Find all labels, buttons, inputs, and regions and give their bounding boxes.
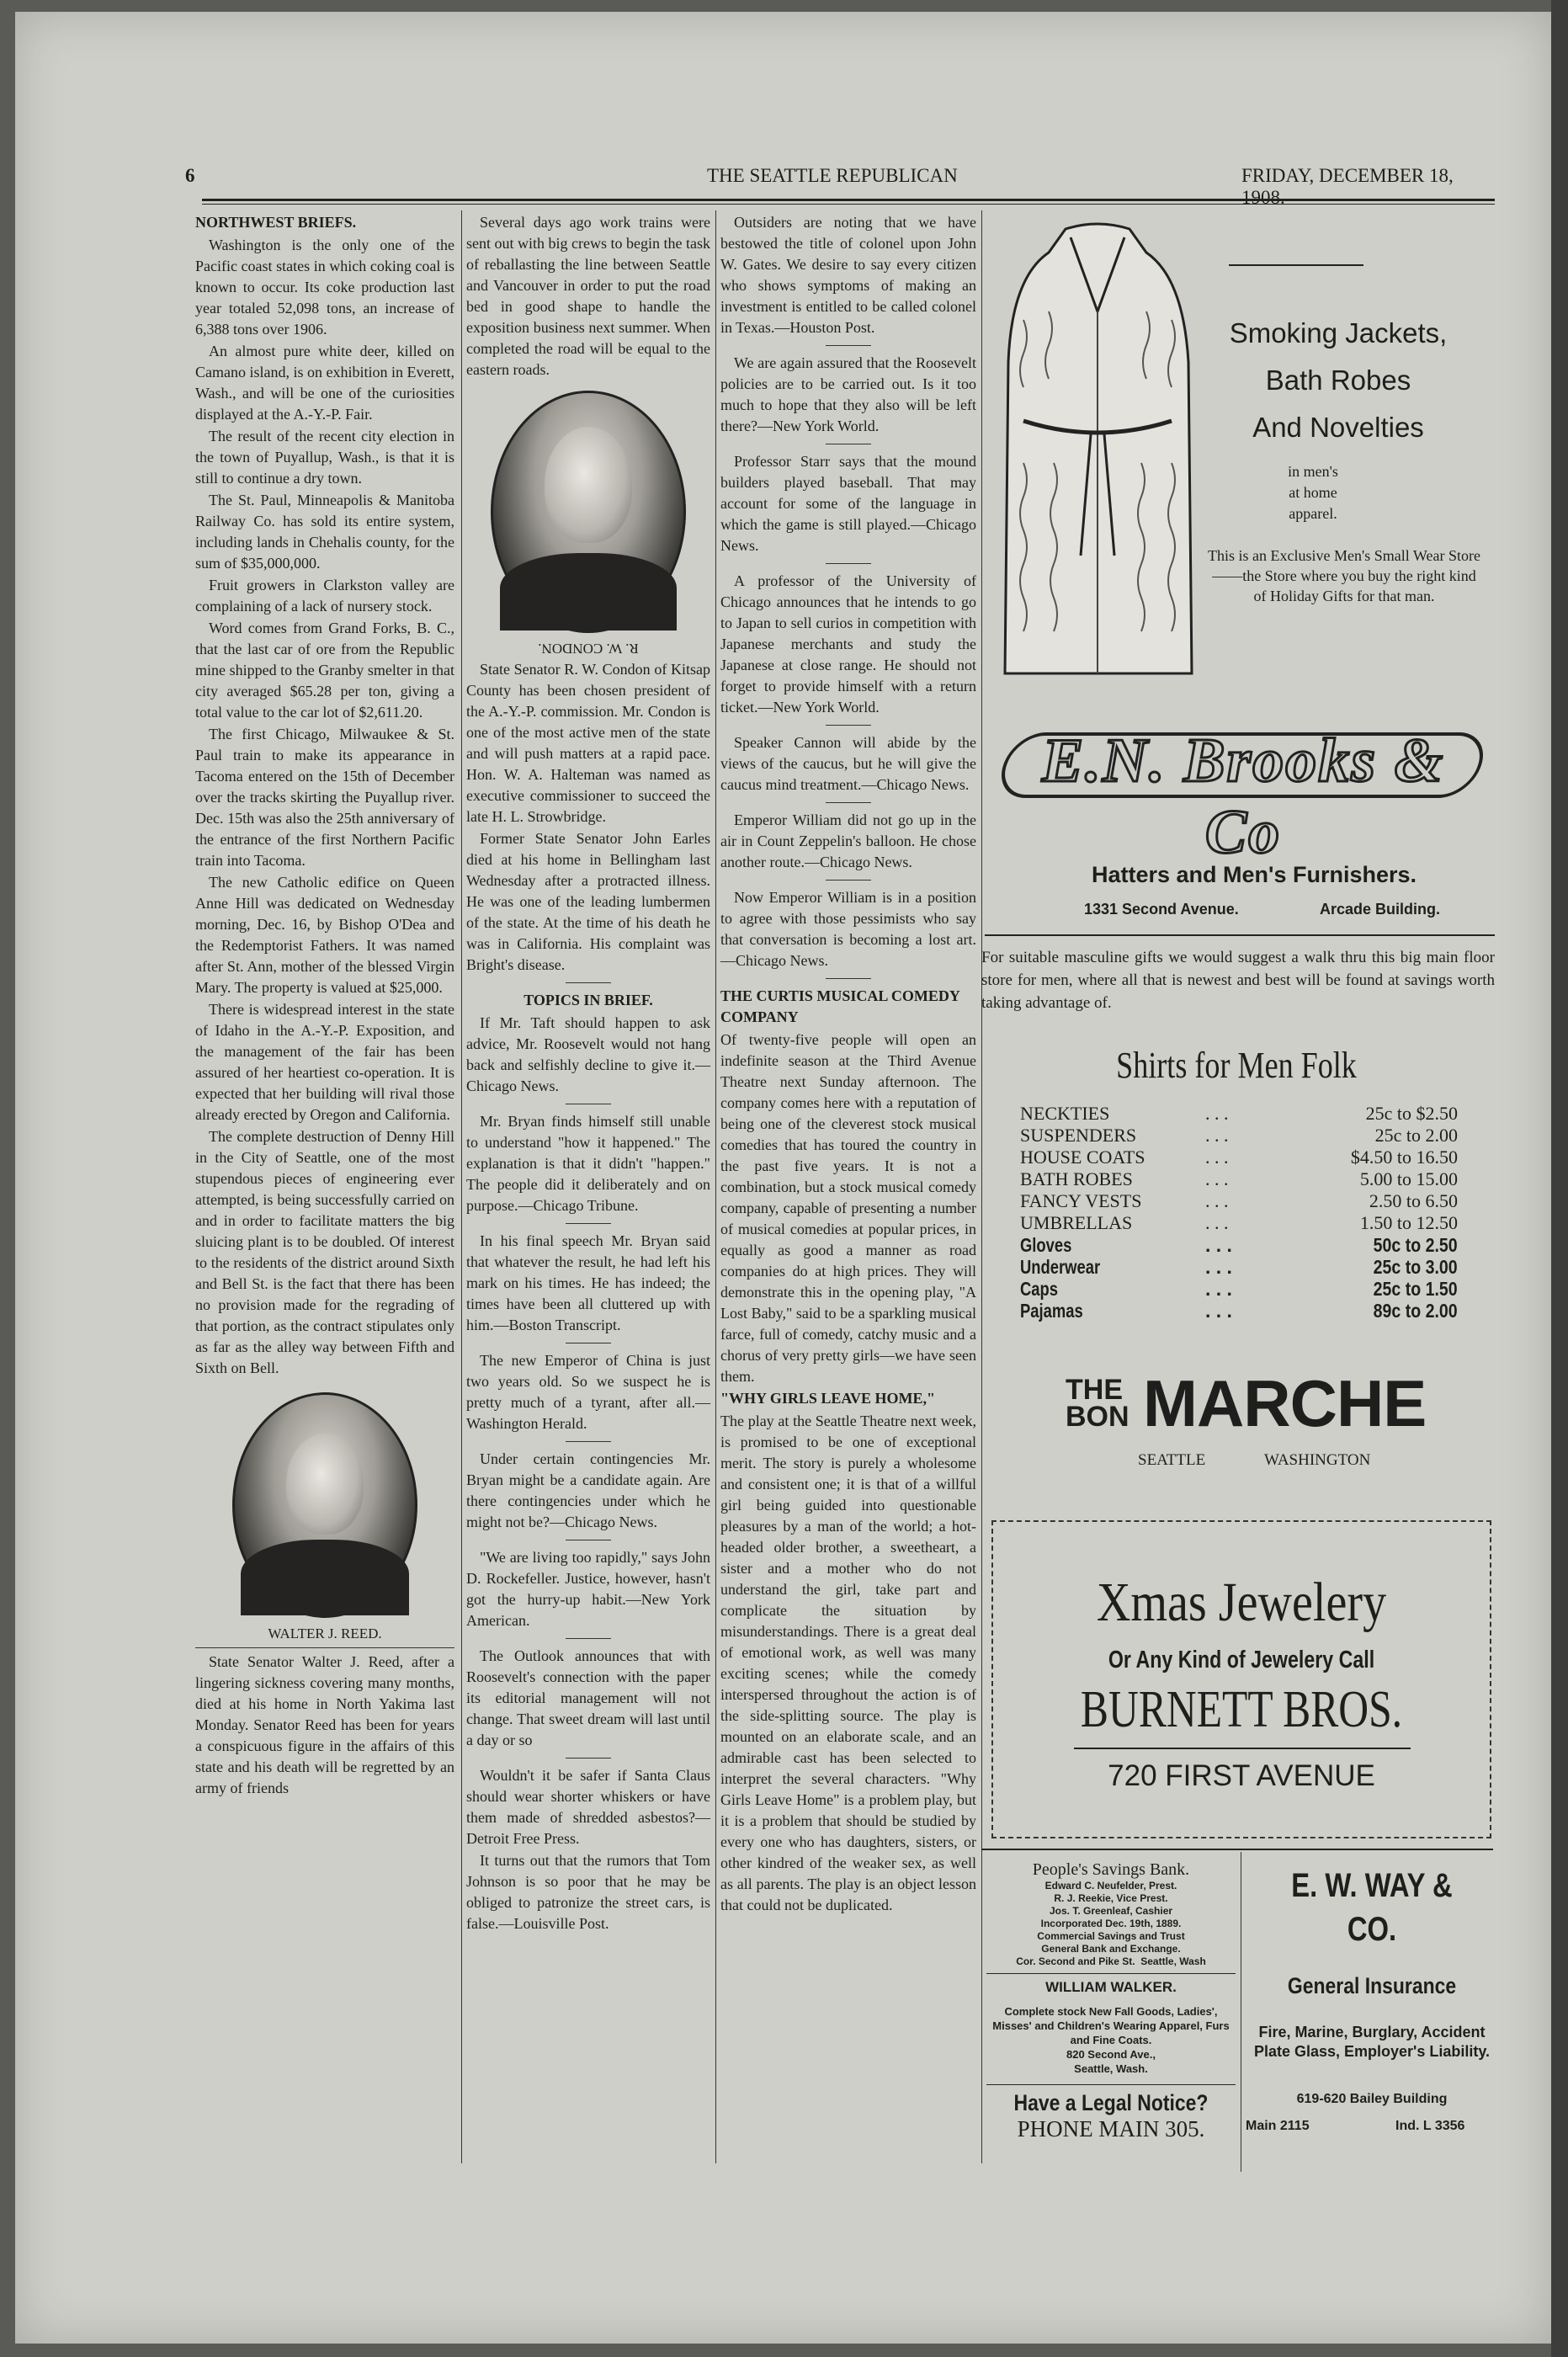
obituary-paragraph: State Senator Walter J. Reed, after a lingering sickness covering many months, died at his home in North Yakima last Monday. Senator Reed has been for years a conspicuous figure in the affairs of this state and his death will be regretted by an army of friends — [195, 1653, 454, 1796]
ad-line: And Novelties — [1252, 412, 1424, 443]
price-item-name: Underwear — [1020, 1256, 1101, 1278]
price-item-price: 25c to 2.00 — [1374, 1125, 1458, 1146]
newspaper-title: THE SEATTLE REPUBLICAN — [707, 165, 958, 186]
peoples-bank-advertisement: People's Savings Bank. Edward C. Neufelder, Prest. R. J. Reekie, Vice Prest. Jos. T. Greenleaf, Cashier Incorporated Dec. 19th, 1889. Commercial Savings and Trust General Bank and Exchange. Cor. Second and Pike St. Seattle, Wash WILLIAM WALKER. Complete stock New Fall Goods, Ladies', Misses' and Children's Wearing Apparel, Furs and Fine Coats. 820 Second Ave., Seattle, Wash. Have a Legal Notice? PHONE MAIN 305. — [986, 1860, 1236, 2142]
page-header — [185, 165, 1494, 208]
price-row: HOUSE COATS . . . $4.50 to 16.50 — [1020, 1147, 1458, 1168]
ad-line: Bath Robes — [1265, 364, 1411, 396]
price-item-price: 89c to 2.00 — [1374, 1300, 1458, 1322]
way-phone-main: Main 2115 — [1246, 2119, 1310, 2133]
price-item-name: FANCY VESTS — [1020, 1190, 1142, 1211]
brief-paragraph: Washington is the only one of the Pacific coast states in which coking coal is known to occur. Its coke production last year totaled 52,098 tons, an increase of 6,388 tons over 1906. — [195, 237, 454, 338]
column-divider — [461, 210, 462, 2163]
why-girls-article: The play at the Seattle Theatre next week, is promised to be one of exceptional merit. The story is purely a wholesome and consistent one; it is that of a willful girl being guided into questionable pleasures by a man of the world; a hot-headed older brother, a sweetheart, a sister and a mother who do not understand the girl, take part and complicate the situation by misunderstandings. There is a great deal of emotional work, as well was many exciting scenes; while the comedy interspersed throughout the action is of the side-splitting source. The play is mounted on an elaborate scale, and an admirable cast has been selected to interpret the several characters. "Why Girls Leave Home" is a problem play, but it is a problem that should be studied by every one who has daughters, sisters, or other kindred of the weaker sex, as well as all parents. The play is an object lesson that could not be duplicated. — [720, 1413, 976, 1913]
curtis-article: Of twenty-five people will open an indefinite season at the Third Avenue Theatre next Sunday afternoon. The company comes here with a reputation of being one of the cleverest stock musical comedies that has toured the country in the past five years. It is not a combination, but a stock musical comedy company, capable of presenting a number of musical comedies at popular prices, in equally as good a manner as road companies do at high prices. They will demonstrate this in the opening play, "A Lost Baby," said to be a sparkling musical farce, full of comedy, catchy music and a chorus of very pretty girls—we have seen them. — [720, 1031, 976, 1385]
burnett-line3: BURNETT BROS. — [1080, 1681, 1403, 1738]
brooks-description: This is an Exclusive Men's Small Wear Store——the Store where you buy the right kind of Holiday Gifts for that man. — [1208, 547, 1480, 604]
northwest-briefs-heading: NORTHWEST BRIEFS. — [195, 214, 357, 231]
news-item: Emperor William did not go up in the air in Count Zeppelin's balloon. He chose another route.—Chicago News. — [720, 811, 976, 870]
price-item-price: $4.50 to 16.50 — [1350, 1147, 1458, 1168]
price-row: Pajamas . . . 89c to 2.00 — [1020, 1300, 1458, 1322]
topic-item: In his final speech Mr. Bryan said that whatever the result, he had left his mark on his times. He has indeed; the times have been all cluttered up with him.—Boston Transcript. — [466, 1232, 710, 1333]
topic-item: "We are living too rapidly," says John D. Rockefeller. Justice, however, hasn't got the hurry-up habit.—New York American. — [466, 1549, 710, 1629]
price-item-name: NECKTIES — [1020, 1103, 1110, 1124]
way-title: E. W. WAY & CO. — [1291, 1867, 1453, 1948]
column-1 — [195, 212, 454, 1800]
price-row: BATH ROBES . . . 5.00 to 15.00 — [1020, 1168, 1458, 1189]
portrait-walter-reed — [232, 1392, 417, 1618]
news-item: Outsiders are noting that we have bestowed the title of colonel upon John W. Gates. We desire to say every citizen who shows symptoms of making an investment is entitled to be called colonel in Texas.—Houston Post. — [720, 214, 976, 336]
price-item-price: 50c to 2.50 — [1374, 1234, 1458, 1256]
ad-line: Smoking Jackets, — [1229, 317, 1448, 348]
price-item-name: BATH ROBES — [1020, 1168, 1133, 1189]
brief-paragraph: The first Chicago, Milwaukee & St. Paul train to make its appearance in Tacoma entered on the 15th of December over the tracks skirting the Puyallup river. Dec. 15th was also the 25th anniversary of the entrance of the first Northern Pacific train into Tacoma. — [195, 726, 454, 869]
legal-line1: Have a Legal Notice? — [1013, 2090, 1209, 2115]
column-2 — [466, 212, 710, 1935]
news-paragraph: State Senator R. W. Condon of Kitsap County has been chosen president of the A.-Y.-P. commission. Mr. Condon is one of the most active men of the state and will push matters at a rapid pace. Hon. W. A. Halteman was named as executive commissioner to succeed the late H. L. Strowbridge. — [466, 661, 710, 825]
news-paragraph: Several days ago work trains were sent out with big crews to begin the task of reballasting the line between Seattle and Vancouver in order to put the road bed in good shape to handle the exposition business next summer. When completed the road will be equal to the eastern roads. — [466, 214, 710, 378]
topic-item: Mr. Bryan finds himself still unable to understand "how it happened." The explanation is that it didn't "happen." The people did it deliberately and on purpose.—Chicago Tribune. — [466, 1113, 710, 1214]
brief-paragraph: An almost pure white deer, killed on Camano island, is on exhibition in Everett, Wash., and will be one of the curiosities displayed at the A.-Y.-P. Fair. — [195, 343, 454, 423]
topic-item: If Mr. Taft should happen to ask advice, Mr. Roosevelt would not hang back and selfishly decline to give it.—Chicago News. — [466, 1014, 710, 1094]
bathrobe-illustration — [998, 219, 1197, 690]
burnett-line2: Or Any Kind of Jewelery Call — [1108, 1647, 1375, 1673]
brooks-advertisement: Smoking Jackets, Bath Robes And Novelties in men's at home apparel. This is an Exclusive Men's Small Wear Store——the Store where you buy the right kind of Holiday Gifts for that man. E.N. Brooks & Co Hatters and Men's Furnishers. 1331 Second Avenue. Arcade Building. — [985, 210, 1495, 926]
price-row: Caps . . . 25c to 1.50 — [1020, 1278, 1458, 1300]
walker-body: Complete stock New Fall Goods, Ladies', Misses' and Children's Wearing Apparel, Furs and Fine Coats. — [992, 2005, 1230, 2046]
topic-item: Under certain contingencies Mr. Bryan might be a candidate again. Are there contingencies under which he might not be?—Chicago News. — [466, 1450, 710, 1530]
price-row: FANCY VESTS . . . 2.50 to 6.50 — [1020, 1190, 1458, 1211]
topic-item: It turns out that the rumors that Tom Johnson is so poor that he may be obliged to patronize the street cars, is false.—Louisville Post. — [466, 1852, 710, 1932]
brief-paragraph: The new Catholic edifice on Queen Anne Hill was dedicated on Wednesday morning, Dec. 16, by Bishop O'Dea and the Redemptorist Fathers. It was named after St. Ann, mother of the blessed Virgin Mary. The property is valued at $25,000. — [195, 874, 454, 996]
price-item-name: Caps — [1020, 1278, 1058, 1300]
news-item: We are again assured that the Roosevelt policies are to be carried out. Is it too much to hope that they also will be left there?—New York World. — [720, 354, 976, 434]
burnett-line4: 720 FIRST AVENUE — [1108, 1759, 1375, 1792]
portrait-rw-condon — [491, 391, 686, 633]
news-item: Now Emperor William is in a position to agree with those pessimists who say that conversation is becoming a lost art.—Chicago News. — [720, 889, 976, 969]
topic-item: The new Emperor of China is just two years old. So we suspect he is pretty much of a tyrant, after all.—Washington Herald. — [466, 1352, 710, 1432]
news-item: Speaker Cannon will abide by the views of the caucus, but he will give the caucus mind treatment.—Chicago News. — [720, 734, 976, 793]
burnett-advertisement — [991, 1520, 1491, 1838]
price-row: Underwear . . . 25c to 3.00 — [1020, 1256, 1458, 1278]
price-row: UMBRELLAS . . . 1.50 to 12.50 — [1020, 1212, 1458, 1233]
bon-marche-title: Shirts for Men Folk — [1116, 1045, 1357, 1086]
portrait-caption: WALTER J. REED. — [268, 1625, 382, 1641]
price-item-name: HOUSE COATS — [1020, 1147, 1145, 1168]
brooks-address: 1331 Second Avenue. — [1084, 901, 1239, 918]
price-row: NECKTIES . . . 25c to $2.50 — [1020, 1103, 1458, 1124]
price-item-price: 25c to 3.00 — [1374, 1256, 1458, 1278]
brief-paragraph: Word comes from Grand Forks, B. C., that the last car of ore from the Republic mine shipped to the Granby smelter in that city averaged $65.28 per ton, giving a total value to the car lot of $2,611.20. — [195, 620, 454, 721]
page-number: 6 — [185, 165, 195, 186]
issue-date: FRIDAY, DECEMBER 18, 1908. — [1241, 165, 1454, 208]
price-row: Gloves . . . 50c to 2.50 — [1020, 1234, 1458, 1256]
way-body: Fire, Marine, Burglary, Accident Plate Glass, Employer's Liability. — [1253, 2024, 1491, 2060]
way-subtitle: General Insurance — [1287, 1973, 1457, 1998]
price-item-name: SUSPENDERS — [1020, 1125, 1137, 1146]
bon-marche-intro: For suitable masculine gifts we would suggest a walk thru this big main floor store for men, where all that is newest and best will be found at savings worth taking advantage of. — [981, 949, 1495, 1012]
price-item-name: Gloves — [1020, 1234, 1072, 1256]
bon-marche-logo: THE BON MARCHE — [1066, 1366, 1427, 1440]
brooks-building: Arcade Building. — [1320, 901, 1441, 918]
price-list — [1020, 1103, 1458, 1322]
header-rule-thin — [202, 204, 1495, 205]
ew-way-advertisement — [1246, 1864, 1498, 2137]
price-item-name: UMBRELLAS — [1020, 1212, 1133, 1233]
topic-item: The Outlook announces that with Roosevelt's connection with the paper its editorial management will not change. That sweet dream will last until a day or so — [466, 1647, 710, 1748]
brief-paragraph: There is widespread interest in the state of Idaho in the A.-Y.-P. Exposition, and the management of the fair has been assured of her heartiest co-operation. It is expected that her building will rival those already erected by Oregon and California. — [195, 1001, 454, 1123]
legal-line2: PHONE MAIN 305. — [1017, 2116, 1205, 2142]
column-3 — [720, 212, 976, 1917]
portrait-caption: R. W. CONDON. — [538, 641, 639, 657]
news-item: Professor Starr says that the mound builders played baseball. That may account for some of the language in which the game is still played.—Chicago News. — [720, 453, 976, 554]
brooks-tagline: Hatters and Men's Furnishers. — [1091, 862, 1417, 887]
bon-marche-advertisement — [981, 946, 1496, 1485]
page-edge — [1551, 0, 1568, 2357]
price-row: SUSPENDERS . . . 25c to 2.00 — [1020, 1125, 1458, 1146]
price-item-price: 25c to 1.50 — [1374, 1278, 1458, 1300]
price-item-price: 1.50 to 12.50 — [1359, 1212, 1458, 1233]
topics-heading: TOPICS IN BRIEF. — [524, 992, 653, 1008]
news-paragraph: Former State Senator John Earles died at his home in Bellingham last Wednesday after a protracted illness. He was one of the leading lumbermen of the state. At the time of his death he was in California. His complaint was Bright's disease. — [466, 830, 710, 973]
burnett-line1: Xmas Jewelery — [1096, 1572, 1387, 1633]
topic-item: Wouldn't it be safer if Santa Claus should wear shorter whiskers or have them made of shredded asbestos?—Detroit Free Press. — [466, 1767, 710, 1847]
way-address: 619-620 Bailey Building — [1296, 2092, 1448, 2106]
walker-title: WILLIAM WALKER. — [1045, 1979, 1177, 1995]
brief-paragraph: Fruit growers in Clarkston valley are complaining of a lack of nursery stock. — [195, 577, 454, 615]
header-rule — [202, 199, 1495, 201]
bon-marche-city: SEATTLE — [1138, 1451, 1206, 1469]
curtis-heading: THE CURTIS MUSICAL COMEDY COMPANY — [720, 987, 960, 1025]
way-phone-ind: Ind. L 3356 — [1395, 2119, 1465, 2133]
price-item-price: 2.50 to 6.50 — [1369, 1190, 1458, 1211]
bon-marche-state: WASHINGTON — [1264, 1451, 1371, 1469]
brooks-logo: E.N. Brooks & Co — [1003, 716, 1483, 815]
column-divider — [715, 210, 716, 2163]
price-item-name: Pajamas — [1020, 1300, 1083, 1322]
news-item: A professor of the University of Chicago announces that he intends to go to Japan to sell curios in competition with Japanese merchants and study the Japanese at close range. He should not forget to provide himself with a return ticket.—New York World. — [720, 572, 976, 716]
brief-paragraph: The complete destruction of Denny Hill in the City of Seattle, one of the most stupendous pieces of engineering ever attempted, is being successfully carried on and in order to facilitate matters the big sluicing plant is to be doubled. Of interest to the residents of the district around Sixth and Bell St. is the fact that there has been no provision made for the regrading of that portion, as the contract stipulates only as far as the alley way between Fifth and Sixth on Bell. — [195, 1128, 454, 1376]
brief-paragraph: The result of the recent city election in the town of Puyallup, Wash., is that it is still to continue a dry town. — [195, 428, 454, 487]
price-item-price: 5.00 to 15.00 — [1359, 1168, 1458, 1189]
brief-paragraph: The St. Paul, Minneapolis & Manitoba Railway Co. has sold its entire system, including lands in Chehalis county, for the sum of $35,000,000. — [195, 492, 454, 572]
why-girls-heading: "WHY GIRLS LEAVE HOME," — [720, 1390, 936, 1407]
bank-title: People's Savings Bank. — [1032, 1860, 1190, 1879]
price-item-price: 25c to $2.50 — [1365, 1103, 1458, 1124]
